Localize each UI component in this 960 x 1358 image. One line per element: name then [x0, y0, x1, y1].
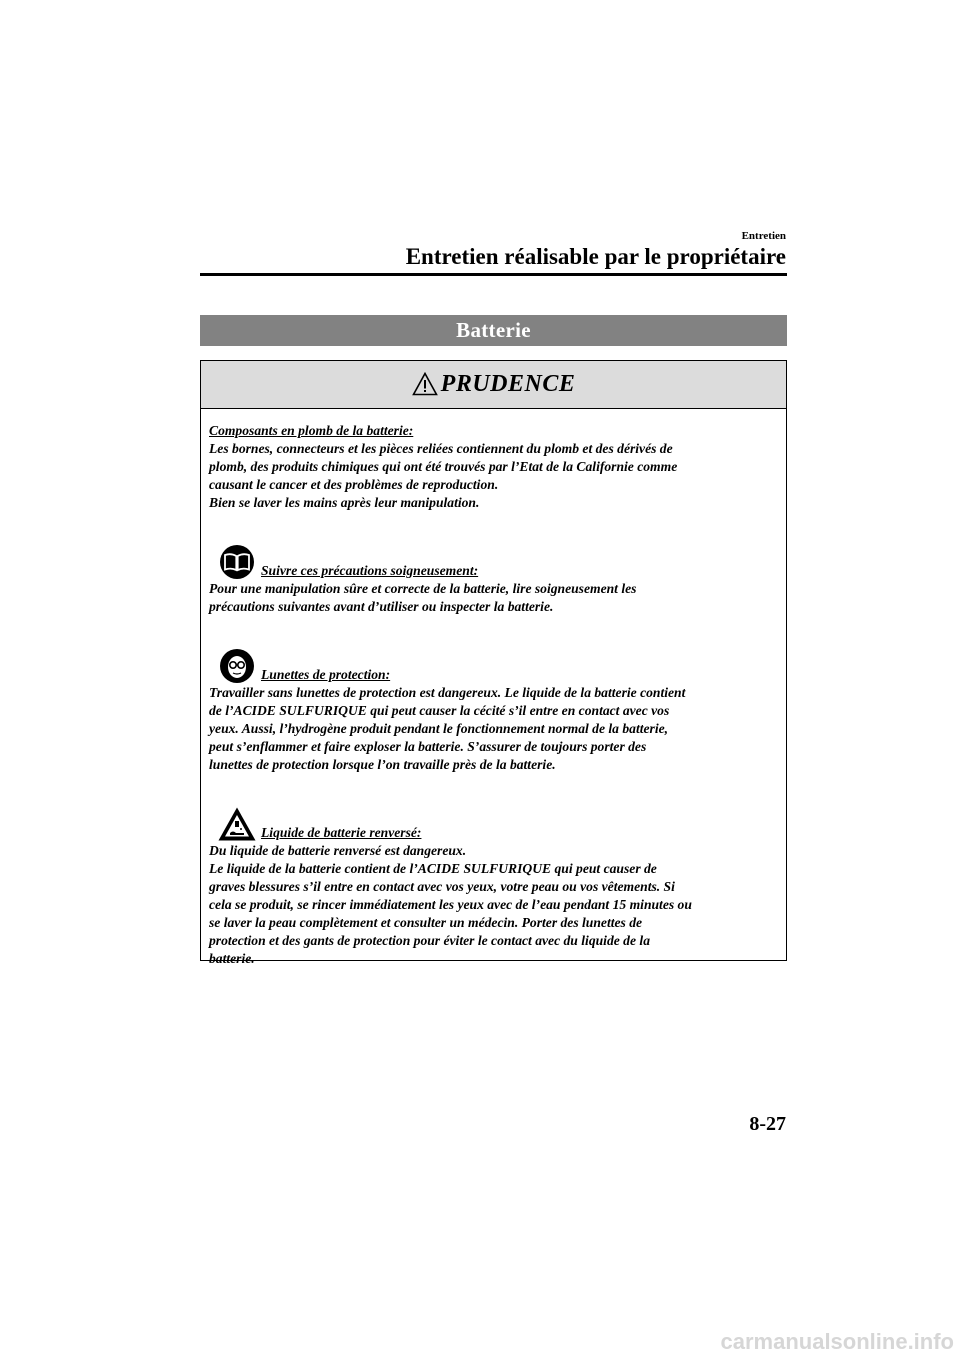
caution-item-goggles	[209, 648, 778, 774]
caution-header	[201, 361, 786, 409]
item-heading: Liquide de batterie renversé:	[261, 825, 422, 840]
item-line: Du liquide de batterie renversé est dangereux.	[209, 843, 467, 858]
lead-line: Les bornes, connecteurs et les pièces reliées contiennent du plomb et des dérivés de	[209, 441, 673, 456]
section-title: Entretien réalisable par le propriétaire	[405, 244, 786, 269]
item-heading: Suivre ces précautions soigneusement:	[261, 563, 479, 578]
caution-label: PRUDENCE	[440, 371, 576, 397]
item-line: Pour une manipulation sûre et correcte de la batterie, lire soigneusement les	[209, 581, 637, 596]
warning-triangle-icon	[412, 372, 438, 396]
item-line: lunettes de protection lorsque l’on travaille près de la batterie.	[209, 757, 556, 772]
item-line: cela se produit, se rincer immédiatement les yeux avec de l’eau pendant 15 minutes ou	[209, 897, 692, 912]
safety-goggles-icon	[217, 648, 257, 684]
header-rule	[200, 273, 787, 276]
lead-line: plomb, des produits chimiques qui ont été trouvés par l’Etat de la Californie comme	[209, 459, 678, 474]
caution-body	[201, 409, 786, 968]
corrosive-liquid-icon	[217, 806, 257, 842]
lead-heading: Composants en plomb de la batterie:	[209, 423, 414, 438]
item-line: yeux. Aussi, l’hydrogène produit pendant le fonctionnement normal de la batterie,	[209, 721, 669, 736]
item-line: précautions suivantes avant d’utiliser ou inspecter la batterie.	[209, 599, 554, 614]
item-line: se laver la peau complètement et consulter un médecin. Porter des lunettes de	[209, 915, 643, 930]
caution-box	[200, 360, 787, 966]
read-manual-icon	[217, 544, 257, 580]
item-line: protection et des gants de protection pour éviter le contact avec du liquide de la	[209, 933, 650, 948]
item-heading-line	[209, 544, 778, 580]
item-line: graves blessures s’il entre en contact avec vos yeux, votre peau ou vos vêtements. Si	[209, 879, 675, 894]
caution-item-corrosive	[209, 806, 778, 968]
page-number: 8-27	[749, 1113, 786, 1135]
lead-line: causant le cancer et des problèmes de reproduction.	[209, 477, 499, 492]
item-heading: Lunettes de protection:	[261, 667, 391, 682]
item-line: Le liquide de la batterie contient de l’ACIDE SULFURIQUE qui peut causer de	[209, 861, 657, 876]
chapter-label: Entretien	[741, 230, 786, 242]
watermark-text: carmanualsonline.info	[720, 1329, 954, 1354]
item-heading-line	[209, 806, 778, 842]
item-heading-line	[209, 648, 778, 684]
caution-item-manual	[209, 544, 778, 616]
item-line: de l’ACIDE SULFURIQUE qui peut causer la cécité s’il entre en contact avec vos	[209, 703, 670, 718]
lead-line: Bien se laver les mains après leur manipulation.	[209, 495, 480, 510]
lead-paragraph	[209, 422, 778, 512]
item-line: peut s’enflammer et faire exploser la batterie. S’assurer de toujours porter des	[209, 739, 647, 754]
topic-title-bar: Batterie	[200, 315, 787, 346]
item-line: Travailler sans lunettes de protection est dangereux. Le liquide de la batterie contient	[209, 685, 686, 700]
item-line: batterie.	[209, 951, 255, 966]
